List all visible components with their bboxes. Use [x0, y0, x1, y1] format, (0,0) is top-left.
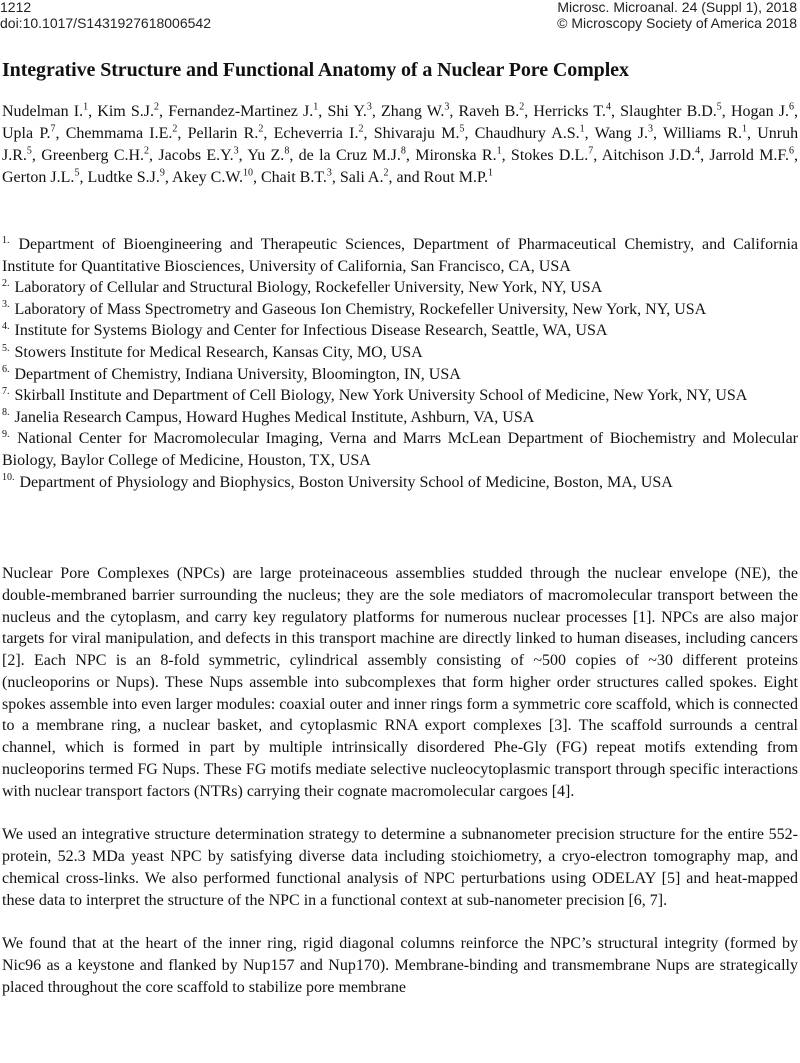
author-separator: ,	[263, 125, 274, 142]
page-header-left	[0, 0, 211, 31]
author-list	[2, 101, 798, 189]
paper-title: Integrative Structure and Functional Anatomy of a Nuclear Pore Complex	[2, 59, 629, 81]
author-entry	[511, 147, 593, 164]
author-name: Shivaraju M.	[373, 125, 460, 142]
affiliation-number: 4.	[2, 321, 10, 333]
author-affiliation-number: 3	[326, 167, 332, 179]
author-name: Yu Z.	[247, 147, 285, 164]
author-name: Shi Y.	[327, 103, 367, 120]
body-paragraph: We found that at the heart of the inner ring, rigid diagonal columns reinforce the NPC’s structural integrity (formed by Nic96 as a keystone and flanked by Nup157 and Nup170). Membrane-binding and transmembrane Nups are strategically placed throughout the core scaffold to stabilize pore membrane	[2, 935, 798, 996]
author-entry	[299, 147, 406, 164]
author-entry	[2, 125, 55, 142]
author-separator: ,	[371, 103, 381, 120]
author-entry	[2, 103, 88, 120]
author-separator: ,	[149, 147, 159, 164]
author-affiliation-number: 5	[26, 145, 32, 157]
author-entry	[247, 147, 289, 164]
affiliation-number: 9.	[2, 429, 10, 441]
author-name: de la Cruz M.J.	[298, 147, 401, 164]
author-name: Akey C.W.	[172, 169, 243, 186]
affiliation-text: Skirball Institute and Department of Cell Biology, New York University School of Medicine, New York, NY, USA	[14, 387, 748, 405]
author-separator: ,	[584, 125, 595, 142]
author-affiliation-number: 1	[488, 167, 494, 179]
journal-citation: Microsc. Microanal. 24 (Suppl 1), 2018	[557, 0, 797, 15]
author-entry	[261, 169, 332, 186]
author-separator: ,	[331, 169, 340, 186]
author-affiliation-number: 3	[233, 145, 239, 157]
author-name: Nudelman I.	[2, 103, 84, 120]
author-affiliation-number: 5	[74, 167, 80, 179]
author-entry	[459, 103, 525, 120]
author-name: Jacobs E.Y.	[158, 147, 234, 164]
affiliation-text: Department of Chemistry, Indiana University, Bloomington, IN, USA	[14, 365, 461, 383]
author-separator: ,	[252, 169, 261, 186]
author-entry	[158, 147, 238, 164]
affiliation-text: Stowers Institute for Medical Research, Kansas City, MO, USA	[14, 343, 423, 361]
author-affiliation-number: 1	[741, 123, 747, 135]
author-affiliation-number: 4	[695, 145, 701, 157]
affiliation-item	[2, 407, 798, 429]
author-name: Mironska R.	[415, 147, 497, 164]
author-separator: ,	[238, 147, 248, 164]
affiliation-number: 7.	[2, 385, 10, 397]
affiliation-number: 6.	[2, 364, 10, 376]
author-entry	[327, 103, 371, 120]
author-separator: ,	[700, 147, 710, 164]
author-name: Kim S.J.	[97, 103, 155, 120]
author-entry	[533, 103, 611, 120]
author-name: Stokes D.L.	[510, 147, 589, 164]
author-affiliation-number: 2	[154, 101, 160, 113]
author-separator: ,	[449, 103, 459, 120]
author-entry	[87, 169, 164, 186]
author-affiliation-number: 1	[313, 101, 319, 113]
author-name: Chemmama I.E.	[65, 125, 173, 142]
author-entry	[595, 125, 653, 142]
author-affiliation-number: 6	[789, 101, 794, 113]
affiliation-text: Janelia Research Campus, Howard Hughes Medical Institute, Ashburn, VA, USA	[14, 408, 535, 426]
author-affiliation-number: 2	[519, 101, 525, 113]
author-affiliation-number: 7	[588, 145, 594, 157]
author-entry	[709, 147, 794, 164]
affiliation-item	[2, 428, 798, 471]
author-affiliation-number: 8	[400, 145, 406, 157]
author-affiliation-number: 2	[144, 145, 150, 157]
author-name: Chait B.T.	[260, 169, 327, 186]
author-separator: ,	[524, 103, 534, 120]
affiliation-number: 10.	[2, 472, 15, 484]
author-name: Zhang W.	[381, 103, 445, 120]
affiliation-item	[2, 234, 798, 277]
doi: doi:10.1017/S1431927618006542	[0, 15, 211, 31]
affiliation-number: 2.	[2, 277, 10, 289]
author-entry	[97, 103, 159, 120]
author-name: Wang J.	[594, 125, 649, 142]
affiliation-item	[2, 385, 798, 407]
author-separator: ,	[610, 103, 621, 120]
author-separator: ,	[318, 103, 328, 120]
author-name: Sali A.	[339, 169, 384, 186]
author-name: Raveh B.	[458, 103, 520, 120]
affiliation-item	[2, 472, 798, 494]
affiliation-item	[2, 342, 798, 364]
author-separator: ,	[746, 125, 758, 142]
author-separator: ,	[363, 125, 374, 142]
author-entry	[2, 169, 79, 186]
affiliation-text: Department of Bioengineering and Therapeutic Sciences, Department of Pharmaceutical Chemistry, and California Institute for Quantitative Biosciences, University of California, San Francisco, CA, USA	[2, 236, 798, 275]
author-separator: ,	[721, 103, 731, 120]
author-entry	[381, 103, 449, 120]
author-name: Unruh J.R.	[2, 125, 799, 164]
author-entry	[274, 125, 364, 142]
affiliation-item	[2, 320, 798, 342]
author-separator: ,	[88, 103, 98, 120]
author-affiliation-number: 7	[50, 123, 56, 135]
affiliation-number: 3.	[2, 299, 10, 311]
author-separator: ,	[794, 147, 799, 164]
author-affiliation-number: 3	[648, 123, 654, 135]
author-entry	[374, 125, 465, 142]
author-name: Slaughter B.D.	[620, 103, 717, 120]
author-separator: ,	[593, 147, 602, 164]
paper-body	[2, 563, 798, 1021]
author-separator: ,	[55, 125, 66, 142]
author-name: Hogan J.	[730, 103, 789, 120]
author-separator: ,	[653, 125, 664, 142]
author-affiliation-number: 2	[358, 123, 364, 135]
author-affiliation-number: 1	[579, 123, 585, 135]
author-entry	[602, 147, 700, 164]
author-entry	[475, 125, 585, 142]
author-affiliation-number: 6	[789, 145, 795, 157]
author-separator: ,	[405, 147, 416, 164]
affiliation-number: 8.	[2, 407, 10, 419]
affiliation-text: National Center for Macromolecular Imaging, Verna and Marrs McLean Department of Biochemistry and Molecular Biology, Baylor College of Medicine, Houston, TX, USA	[2, 430, 799, 469]
author-name: Gerton J.L.	[2, 169, 75, 186]
affiliation-number: 5.	[2, 342, 10, 354]
author-name: Jarrold M.F.	[709, 147, 790, 164]
author-affiliation-number: 2	[172, 123, 178, 135]
affiliation-text: Laboratory of Cellular and Structural Biology, Rockefeller University, New York, NY, USA	[14, 279, 603, 297]
author-affiliation-number: 5	[716, 101, 722, 113]
affiliation-number: 1.	[2, 234, 10, 246]
copyright: © Microscopy Society of America 2018	[557, 15, 797, 31]
author-entry	[41, 147, 149, 164]
affiliation-item	[2, 364, 798, 386]
author-separator: ,	[31, 147, 42, 164]
author-affiliation-number: 8	[284, 145, 290, 157]
author-name: Chaudhury A.S.	[474, 125, 580, 142]
author-separator: ,	[177, 125, 188, 142]
author-name: Echeverria I.	[273, 125, 359, 142]
author-entry	[731, 103, 794, 120]
author-entry	[415, 147, 501, 164]
page-number: 1212	[0, 0, 32, 15]
author-entry	[188, 125, 264, 142]
author-name: Upla P.	[2, 125, 51, 142]
author-entry	[168, 103, 318, 120]
author-entry	[172, 169, 253, 186]
affiliation-text: Institute for Systems Biology and Center for Infectious Disease Research, Seattle, WA, USA	[14, 322, 608, 340]
page-header-right	[557, 0, 797, 31]
affiliation-text: Laboratory of Mass Spectrometry and Gaseous Ion Chemistry, Rockefeller University, New York, NY, USA	[14, 300, 707, 318]
author-name: Aitchison J.D.	[601, 147, 696, 164]
author-affiliation-number: 5	[459, 123, 465, 135]
affiliation-text: Department of Physiology and Biophysics, Boston University School of Medicine, Boston, MA, USA	[19, 473, 673, 491]
affiliation-item	[2, 277, 798, 299]
author-affiliation-number: 2	[383, 167, 389, 179]
author-separator: ,	[79, 169, 88, 186]
author-separator: , and	[388, 169, 424, 186]
author-separator: ,	[164, 169, 173, 186]
affiliation-list	[2, 234, 798, 493]
body-paragraph: Nuclear Pore Complexes (NPCs) are large proteinaceous assemblies studded through the nuclear envelope (NE), the double-membraned barrier surrounding the nucleus; they are the sole mediators of macromolecular transport between the nucleus and the cytoplasm, and carry key regulatory platforms for numerous nuclear processes [1]. NPCs are also major targets for viral manipulation, and defects in this transport machine are directly linked to human diseases, including cancers [2]. Each NPC is an 8-fold symmetric, cylindrical assembly consisting of ~500 copies of ~30 different proteins (nucleoporins or Nups). These Nups assemble into subcomplexes that form higher order structures called spokes. Eight spokes assemble into even larger modules: coaxial outer and inner rings form a symmetric core scaffold, which is connected to a membrane ring, a nuclear basket, and cytoplasmic RNA export complexes [3]. The scaffold surrounds a central channel, which is formed in part by multiple intrinsically disordered Phe-Gly (FG) repeat motifs extending from nucleoporins termed FG Nups. These FG motifs mediate selective nucleocytoplasmic transport through specific interactions with nuclear transport factors (NTRs) carrying their cognate macromolecular cargoes [4].	[2, 565, 798, 800]
author-affiliation-number: 10	[242, 167, 253, 179]
author-affiliation-number: 9	[159, 167, 165, 179]
author-name: Williams R.	[663, 125, 742, 142]
author-separator: ,	[501, 147, 511, 164]
author-affiliation-number: 3	[444, 101, 450, 113]
author-name: Pellarin R.	[187, 125, 259, 142]
author-affiliation-number: 2	[258, 123, 264, 135]
author-separator: ,	[289, 147, 299, 164]
author-name: Fernandez-Martinez J.	[168, 103, 314, 120]
author-affiliation-number: 4	[605, 101, 611, 113]
author-separator: ,	[159, 103, 169, 120]
author-affiliation-number: 3	[366, 101, 372, 113]
author-entry	[620, 103, 722, 120]
author-affiliation-number: 1	[496, 145, 502, 157]
author-name: Greenberg C.H.	[41, 147, 145, 164]
author-entry	[663, 125, 747, 142]
author-name: Rout M.P.	[423, 169, 489, 186]
author-entry	[424, 169, 493, 186]
author-name: Herricks T.	[533, 103, 606, 120]
body-paragraph: We used an integrative structure determination strategy to determine a subnanometer precision structure for the entire 552-protein, 52.3 MDa yeast NPC by satisfying diverse data including stoichiometry, a cryo-electron tomography map, and chemical cross-links. We also performed functional analysis of NPC perturbations using ODELAY [5] and heat-mapped these data to interpret the structure of the NPC in a functional context at sub-nanometer precision [6, 7].	[2, 826, 798, 909]
author-affiliation-number: 1	[83, 101, 89, 113]
affiliation-item	[2, 299, 798, 321]
author-entry	[340, 169, 389, 186]
author-separator: ,	[794, 103, 798, 120]
author-separator: ,	[464, 125, 475, 142]
author-name: Ludtke S.J.	[87, 169, 160, 186]
author-entry	[66, 125, 178, 142]
